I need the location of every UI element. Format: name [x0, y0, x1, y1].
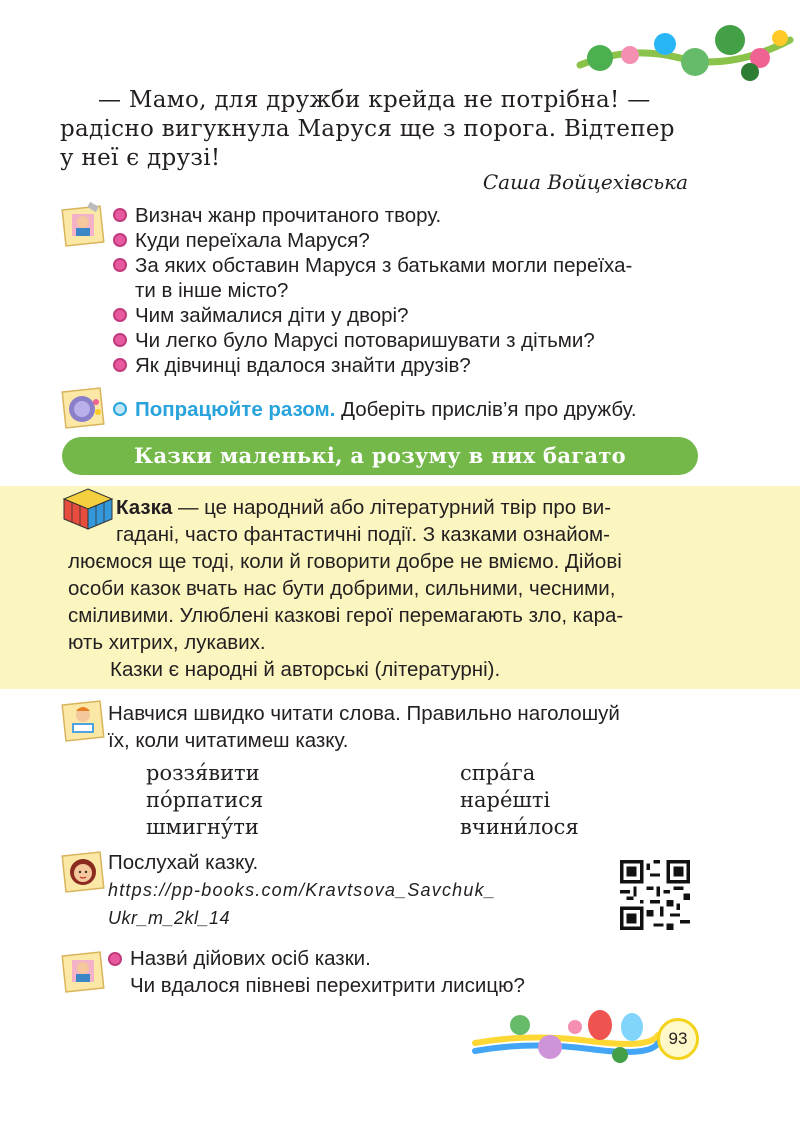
word-list-right — [460, 760, 579, 841]
definition-term: Казка — [116, 496, 173, 519]
word: наре́шті — [460, 788, 551, 812]
questions-icon — [60, 948, 106, 994]
list-item: Як дівчинці вдалося знайти друзів? — [113, 353, 713, 378]
bullet-icon — [113, 402, 127, 416]
qr-code-icon[interactable] — [620, 860, 690, 930]
bullet-icon — [113, 208, 127, 222]
list-item: Куди переїхала Маруся? — [113, 228, 713, 253]
story-text — [60, 86, 700, 173]
bullet-icon — [108, 952, 122, 966]
reading-child-icon — [60, 697, 106, 743]
group-work-icon — [60, 384, 106, 430]
group-task-text: Доберіть прислів’я про дружбу. — [335, 398, 637, 421]
questions-icon — [60, 202, 106, 248]
story-line: — Мамо, для дружби крейда не потрібна! — — [98, 87, 651, 113]
story-line: радісно вигукнула Маруся ще з порога. Відтепер — [60, 116, 675, 142]
listen-text: Послухай казку. — [108, 851, 259, 874]
group-task-label: Попрацюйте разом. — [135, 398, 336, 421]
bullet-icon — [113, 308, 127, 322]
section-title: Казки маленькі, а розуму в них багато — [62, 437, 698, 475]
definition-text: Казка — це народний або літературний твір про ви- гадані, часто фантастичні події. З казками ознайом- люємося ще тоді, коли й говорити добре не вміємо. Дійові особи казок вчать нас бути добрими, сильними, чесними, сміливими. Улюблені казкові герої перемагають зло, кара- ють хитрих, лукавих. Казки є народні й авторські (літературні). — [68, 496, 624, 681]
final-task: Назви́ дійових осіб казки. Чи вдалося півневі перехитрити лисицю? — [108, 945, 708, 999]
list-item-continuation: ти в інше місто? — [135, 279, 289, 302]
bullet-icon — [113, 258, 127, 272]
easter-decoration-bottom — [470, 1005, 660, 1070]
reading-task: Навчися швидко читати слова. Правильно наголошуй їх, коли читатимеш казку. — [108, 702, 620, 752]
word-list-left — [146, 760, 263, 841]
floral-decoration-top — [570, 10, 795, 90]
word: по́рпатися — [146, 788, 264, 812]
listening-girl-icon — [60, 848, 106, 894]
bullet-icon — [113, 233, 127, 247]
story-line: у неї є друзі! — [60, 145, 221, 171]
story-author: Саша Войцехівська — [482, 170, 688, 194]
word: спра́га — [460, 761, 536, 785]
list-item: За яких обставин Маруся з батьками могли переїха- — [113, 253, 713, 278]
questions-list — [113, 203, 713, 378]
listen-block — [108, 850, 496, 931]
word: роззя́вити — [146, 761, 260, 785]
bullet-icon — [113, 358, 127, 372]
word: вчини́лося — [460, 815, 579, 839]
audio-link[interactable]: https://pp-books.com/Kravtsova_Savchuk_ — [108, 880, 496, 900]
page-number: 93 — [657, 1018, 699, 1060]
word: шмигну́ти — [146, 815, 259, 839]
list-item: Чи легко було Марусі потоваришувати з дітьми? — [113, 328, 713, 353]
list-item: Визнач жанр прочитаного твору. — [113, 203, 713, 228]
list-item: Чим займалися діти у дворі? — [113, 303, 713, 328]
group-task — [113, 397, 713, 422]
audio-link[interactable]: Ukr_m_2kl_14 — [108, 908, 231, 928]
bullet-icon — [113, 333, 127, 347]
